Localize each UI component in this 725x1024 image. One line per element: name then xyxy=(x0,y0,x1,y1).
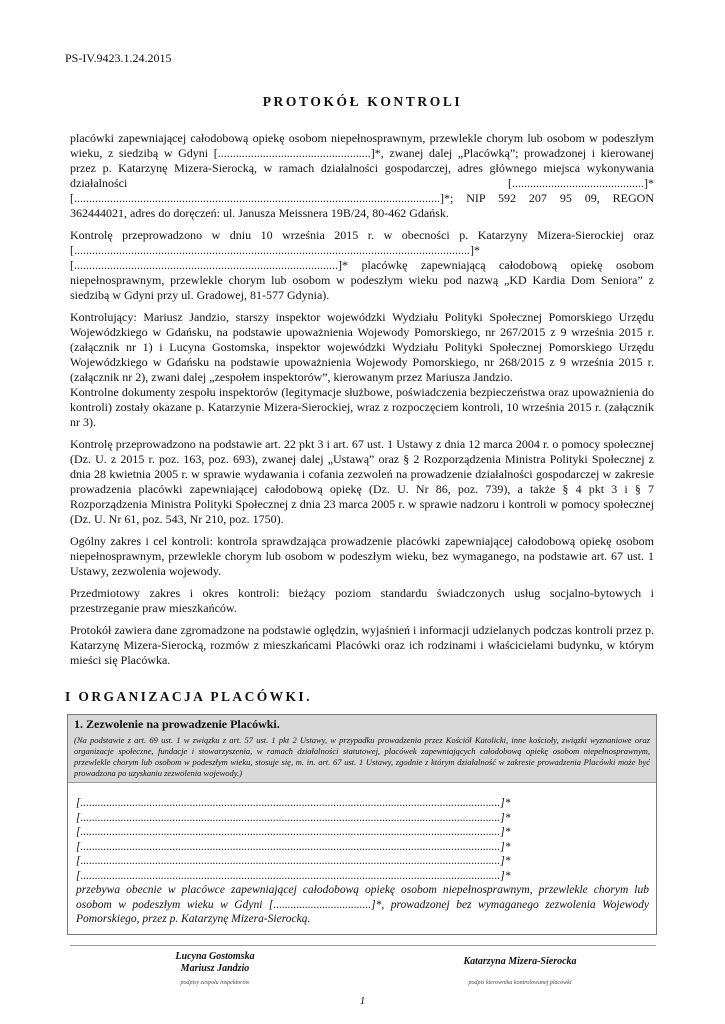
protocol-body xyxy=(70,131,654,675)
signature-divider xyxy=(70,945,656,946)
permit-box-body xyxy=(68,783,656,927)
inspectors-signature xyxy=(120,951,310,975)
permit-box xyxy=(67,714,657,935)
redacted-line: [..................................................................................................................................................]* xyxy=(76,811,511,824)
permit-box-title: 1. Zezwolenie na prowadzenie Placówki. xyxy=(74,717,280,731)
paragraph-scope: Ogólny zakres i cel kontroli: kontrola sprawdzająca prowadzenie placówki zapewniającej całodobową opiekę osobom niepełnosprawnym, przewlekle chorym lub osobom w podeszłym wieku, bez wymaganego, na podstawie art. 67 ust. 1 Ustawy, zezwolenia wojewody. xyxy=(70,534,654,578)
paragraph-subject-scope: Przedmiotowy zakres i okres kontroli: bieżący poziom standardu świadczonych usług socjalno-bytowych i przestrzeganie praw mieszkańców. xyxy=(70,586,654,615)
paragraph-legal-basis: Kontrolę przeprowadzono na podstawie art. 22 pkt 3 i art. 67 ust. 1 Ustawy z dnia 12 marca 2004 r. o pomocy społecznej (Dz. U. z 2015 r. poz. 163, poz. 693), zwanej dalej „Ustawą” oraz § 2 Rozporządzenia Ministra Polityki Społecznej z dnia 28 kwietnia 2005 r. w sprawie wydawania i cofania zezwoleń na prowadzenie działalności gospodarczej w zakresie prowadzenia placówki zapewniającej całodobową opiekę (Dz. U. Nr 86, poz. 739), a także § 4 pkt 3 i § 7 Rozporządzenia Ministra Polityki Społecznej z dnia 23 marca 2005 r. w sprawie nadzoru i kontroli w pomocy społecznej (Dz. U. Nr 61, poz. 543, Nr 210, poz. 1750). xyxy=(70,437,654,526)
redacted-line: [..................................................................................................................................................]* xyxy=(76,826,511,838)
redacted-line: [..................................................................................................................................................]* xyxy=(76,797,511,809)
redacted-line: [..................................................................................................................................................]* xyxy=(76,869,511,882)
paragraph-inspectors: Kontrolujący: Mariusz Jandzio, starszy inspektor wojewódzki Wydziału Polityki Społecznej Pomorskiego Urzędu Wojewódzkiego w Gdańsku, na podstawie upoważnienia Wojewody Pomorskiego, nr 267/2015 z 9 września 2015 r. (załącznik nr 1) i Lucyna Gostomska, inspektor wojewódzki Wydziału Polityki Społecznej Pomorskiego Urzędu Wojewódzkiego w Gdańsku na podstawie upoważnienia Wojewody Pomorskiego, nr 268/2015 z 9 września 2015 r. (załącznik nr 2), zwani dalej „zespołem inspektorów”, kierowanym przez Mariusza Jandzio. xyxy=(70,310,654,384)
redacted-line: [..................................................................................................................................................]* xyxy=(76,840,511,853)
redacted-line: [..................................................................................................................................................]* xyxy=(76,855,511,867)
paragraph-inspection-date: Kontrolę przeprowadzono w dniu 10 września 2015 r. w obecności p. Katarzyny Mizera-Sierockiej oraz [....................................................................................................................................]* [........................................................................................]* placówkę zapewniającą całodobową opiekę osobom niepełnosprawnym, przewlekle chorym lub osobom w podeszłym wieku pod nazwą „KD Kardia Dom Seniora” z siedzibą w Gdyni przy ul. Gradowej, 81-577 Gdynia). xyxy=(70,228,654,302)
permit-box-header xyxy=(68,715,656,783)
case-reference: PS-IV.9423.1.24.2015 xyxy=(65,51,172,65)
page-number: 1 xyxy=(359,995,366,1007)
permit-box-note: (Na podstawie z art. 69 ust. 1 w związku z art. 57 ust. 1 pkt 2 Ustawy, w przypadku prowadzenia przez Kościół Katolicki, inne kościoły, związki wyznaniowe oraz organizacje społeczne, fundacje i stowarzyszenia, w ramach działalności statutowej, placówek zapewniających całodobową opiekę osobom niepełnosprawnym, przewlekle chorym lub osobom w podeszłym wieku, stosuje się, m. in. art. 67 ust. 1 Ustawy, zgodnie z którym działalność w zakresie prowadzenia Placówki może być prowadzona po uzyskaniu zezwolenia wojewody.) xyxy=(74,735,650,778)
inspectors-signature-caption: podpisy zespołu inspektorów xyxy=(180,980,250,986)
paragraph-facility: placówki zapewniającej całodobową opiekę osobom niepełnosprawnym, przewlekle chorym lub osobom w podeszłym wieku, z siedzibą w Gdyni [...................................................]*, zwanej dalej „Placówką”; prowadzonej i kierowanej przez p. Katarzynę Mizera-Sierocką, w ramach działalności gospodarczej, adres głównego miejsca wykonywania działalności [............................................]* [..........................................................................................................................]*; NIP 592 207 95 09, REGON 362444021, adres do doręczeń: ul. Janusza Meissnera 19B/24, 80-462 Gdańsk. xyxy=(70,131,654,220)
manager-signature: Katarzyna Mizera-Sierocka xyxy=(463,956,577,967)
signer-left-1: Lucyna Gostomska xyxy=(175,951,255,962)
manager-signature-caption: podpis kierownika kontrolowanej placówki xyxy=(468,980,572,986)
page-title: PROTOKÓŁ KONTROLI xyxy=(262,94,463,109)
section-heading: I ORGANIZACJA PLACÓWKI. xyxy=(65,689,312,704)
paragraph-contents: Protokół zawiera dane zgromadzone na podstawie oględzin, wyjaśnień i informacji udzielanych podczas kontroli przez p. Katarzynę Mizera-Sierocką, rozmów z mieszkańcami Placówki oraz ich rodzinami i właścicielami budynku, w którym mieści się Placówka. xyxy=(70,623,654,667)
permit-box-text: przebywa obecnie w placówce zapewniającej całodobową opiekę osobom niepełnosprawnym, przewlekle chorym lub osobom w podeszłym wieku w Gdyni [..................................]*, prowadzonej bez wymaganego zezwolenia Wojewody Pomorskiego, przez p. Katarzynę Mizera-Sierocką. xyxy=(76,884,649,925)
paragraph-documents: Kontrolne dokumenty zespołu inspektorów (legitymacje służbowe, poświadczenia bezpieczeństwa oraz upoważnienia do kontroli) zostały okazane p. Katarzynie Mizera-Sierockiej, wraz z rozpoczęciem kontroli, 10 września 2015 r. (załącznik nr 3). xyxy=(70,385,654,429)
signer-left-2: Mariusz Jandzio xyxy=(180,963,250,974)
